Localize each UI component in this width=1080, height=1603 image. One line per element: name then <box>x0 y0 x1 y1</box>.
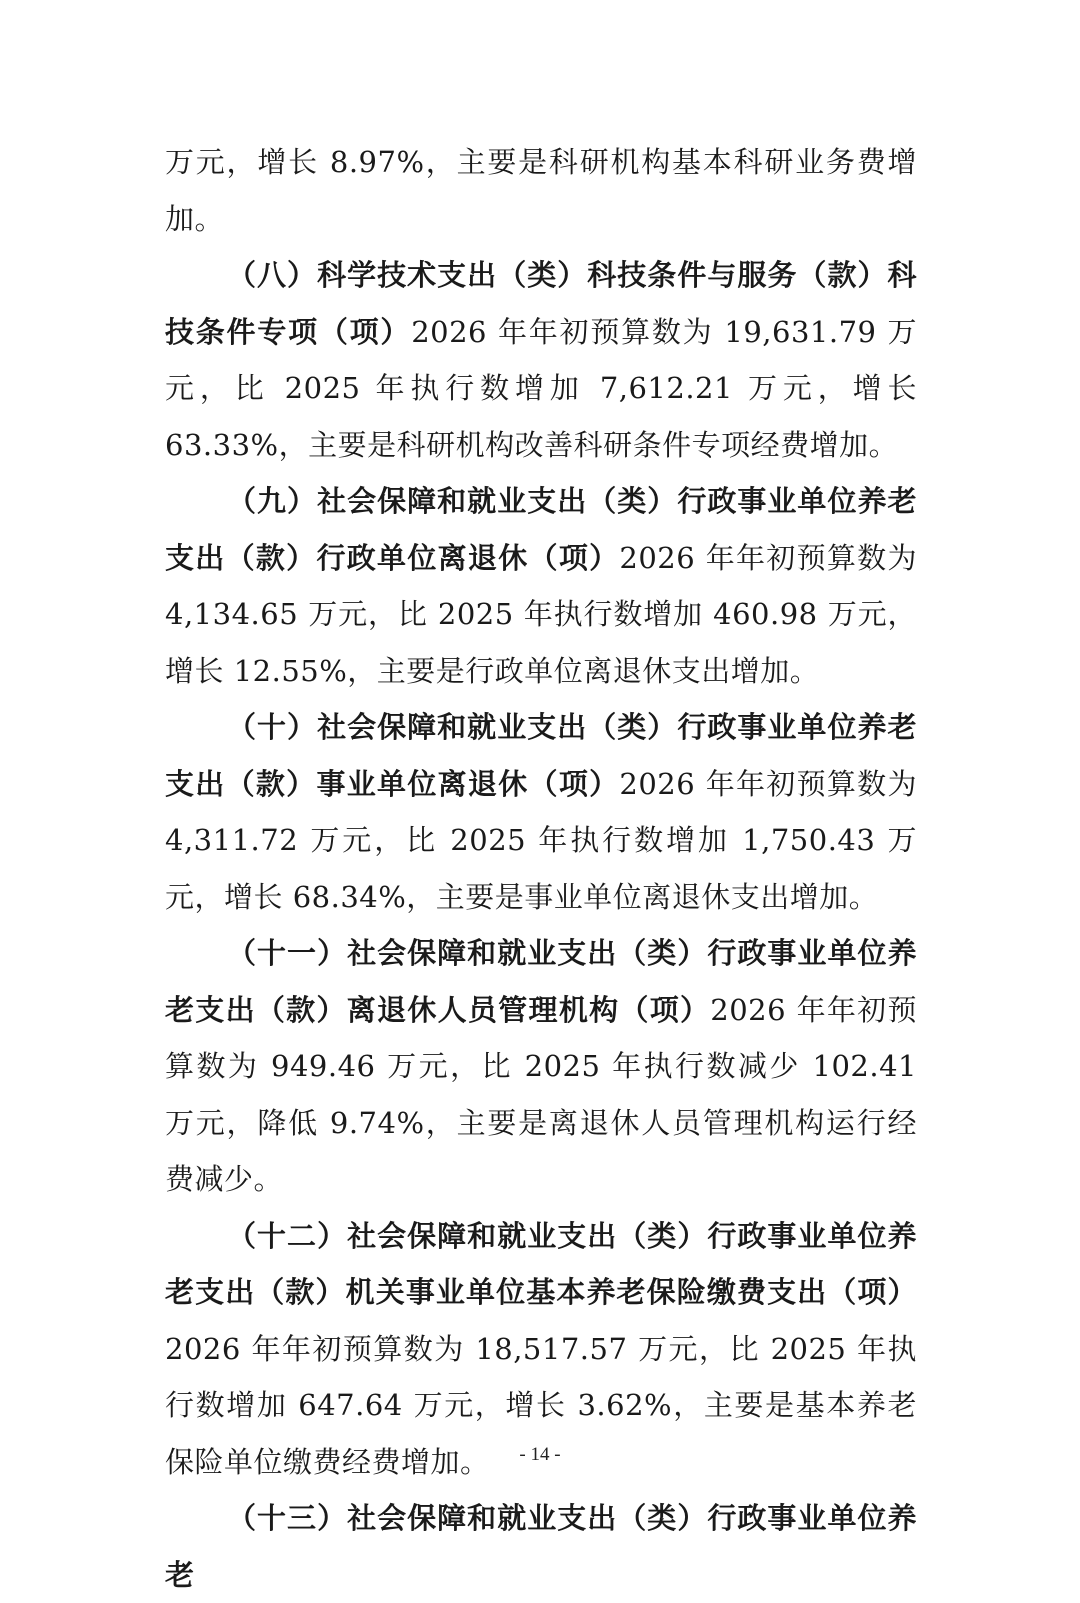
paragraph-heading: （十）社会保障和就业支出（类）行政事业单位养老支出（款）事业单位离退休（项） <box>165 710 917 801</box>
paragraph-heading: （十二）社会保障和就业支出（类）行政事业单位养老支出（款）机关事业单位基本养老保险缴费支出（项） <box>165 1218 917 1309</box>
paragraph-item-11 <box>165 925 917 1208</box>
paragraph-item-9 <box>165 473 917 699</box>
paragraph-text: 2026 年年初预算数为 949.46 万元，比 2025 年执行数减少 102.41 万元，降低 9.74%，主要是离退休人员管理机构运行经费减少。 <box>165 992 917 1196</box>
document-body <box>165 134 917 1603</box>
paragraph-item-10 <box>165 699 917 925</box>
paragraph-item-13 <box>165 1490 917 1603</box>
page-number: - 14 - <box>519 1444 561 1465</box>
paragraph-text: 2026 年年初预算数为 18,517.57 万元，比 2025 年执行数增加 647.64 万元，增长 3.62%，主要是基本养老保险单位缴费经费增加。 <box>165 1331 917 1479</box>
paragraph-item-8 <box>165 247 917 473</box>
paragraph-heading: （十一）社会保障和就业支出（类）行政事业单位养老支出（款）离退休人员管理机构（项） <box>165 936 917 1027</box>
paragraph-heading: （十三）社会保障和就业支出（类）行政事业单位养老 <box>165 1501 917 1592</box>
paragraph-text: 2026 年年初预算数为 4,311.72 万元，比 2025 年执行数增加 1,750.43 万元，增长 68.34%，主要是事业单位离退休支出增加。 <box>165 766 917 914</box>
paragraph-heading: （八）科学技术支出（类）科技条件与服务（款）科技条件专项（项） <box>165 258 917 349</box>
paragraph-text: 2026 年年初预算数为 4,134.65 万元，比 2025 年执行数增加 460.98 万元，增长 12.55%，主要是行政单位离退休支出增加。 <box>165 540 917 688</box>
paragraph-continuation <box>165 134 917 247</box>
paragraph-text: 2026 年年初预算数为 19,631.79 万元，比 2025 年执行数增加 7,612.21 万元，增长 63.33%，主要是科研机构改善科研条件专项经费增加。 <box>165 314 917 462</box>
paragraph-text: 万元，增长 8.97%，主要是科研机构基本科研业务费增加。 <box>165 145 917 236</box>
paragraph-heading: （九）社会保障和就业支出（类）行政事业单位养老支出（款）行政单位离退休（项） <box>165 484 917 575</box>
